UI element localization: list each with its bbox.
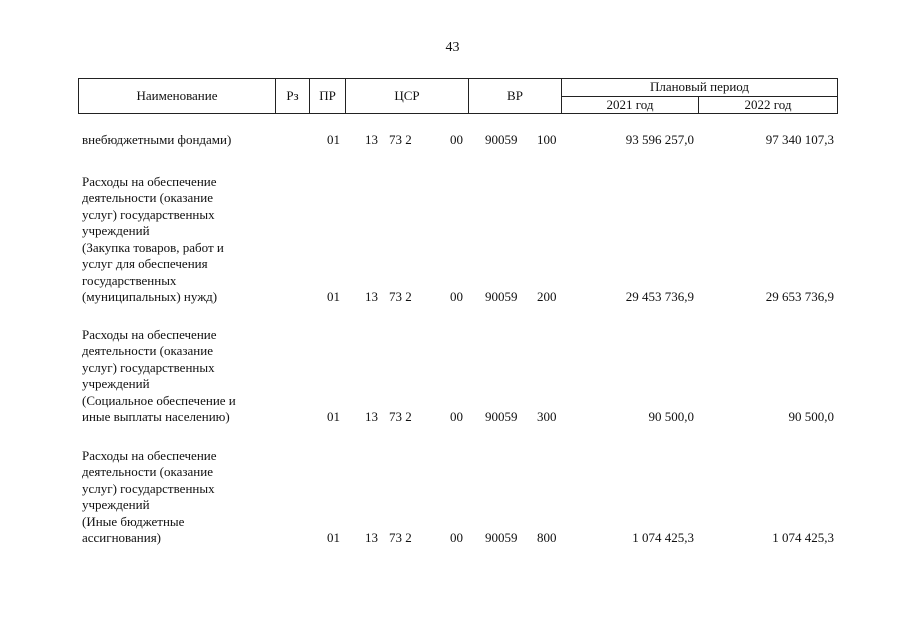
row-csr-3: 00 <box>450 409 463 424</box>
row-name-line: услуг) государственных <box>82 480 215 496</box>
row-vr: 800 <box>537 530 557 545</box>
row-csr-3: 00 <box>450 530 463 545</box>
row-name-line: внебюджетными фондами) <box>82 132 232 147</box>
row-name-line: услуг) государственных <box>82 206 215 222</box>
row-amount-1: 1 074 425,3 <box>632 530 694 545</box>
row-vr: 300 <box>537 409 557 424</box>
row-pr: 01 <box>327 289 340 304</box>
row-csr-2: 73 2 <box>389 132 412 147</box>
row-name-line: услуг) государственных <box>82 359 215 375</box>
row-amount-2: 1 074 425,3 <box>772 530 834 545</box>
row-csr-1: 13 <box>365 132 378 147</box>
row-name-line: государственных <box>82 272 177 288</box>
row-amount-1: 90 500,0 <box>648 409 694 424</box>
row-name-line: (Иные бюджетные <box>82 513 185 529</box>
row-name-line: (муниципальных) нужд) <box>82 289 218 304</box>
row-name-line: деятельности (оказание <box>82 190 213 205</box>
row-csr-4: 90059 <box>485 409 518 424</box>
row-name-line: учреждений <box>82 497 150 512</box>
row-csr-4: 90059 <box>485 530 518 545</box>
header-vr-label: ВР <box>507 88 523 103</box>
header-name-label: Наименование <box>136 88 218 103</box>
table-header <box>78 78 838 114</box>
page-number: 43 <box>445 40 460 55</box>
row-csr-2: 73 2 <box>389 289 412 304</box>
row-amount-2: 97 340 107,3 <box>765 132 834 147</box>
row-pr: 01 <box>327 409 340 424</box>
row-name-line: деятельности (оказание <box>82 464 213 479</box>
row-csr-2: 73 2 <box>389 530 412 545</box>
row-name-line: Расходы на обеспечение <box>82 326 217 342</box>
row-pr: 01 <box>327 132 340 147</box>
row-amount-2: 90 500,0 <box>788 409 834 424</box>
row-name-line: Расходы на обеспечение <box>82 447 217 463</box>
row-csr-3: 00 <box>450 132 463 147</box>
row-amount-2: 29 653 736,9 <box>765 289 834 304</box>
row-name-line: учреждений <box>82 376 150 391</box>
row-amount-1: 29 453 736,9 <box>625 289 694 304</box>
row-name-line: Расходы на обеспечение <box>82 173 217 189</box>
row-name-line: иные выплаты населению) <box>82 409 230 424</box>
row-amount-1: 93 596 257,0 <box>625 132 694 147</box>
row-csr-2: 73 2 <box>389 409 412 424</box>
row-name-line: учреждений <box>82 223 150 238</box>
row-name-line: услуг для обеспечения <box>82 256 208 271</box>
row-csr-4: 90059 <box>485 289 518 304</box>
row-name-line: (Социальное обеспечение и <box>82 392 236 408</box>
row-vr: 100 <box>537 132 557 147</box>
row-csr-3: 00 <box>450 289 463 304</box>
row-pr: 01 <box>327 530 340 545</box>
header-year1-label: 2021 год <box>606 97 654 112</box>
row-name-line: (Закупка товаров, работ и <box>82 239 224 255</box>
header-pr-label: ПР <box>319 88 336 103</box>
header-year2-label: 2022 год <box>744 97 792 112</box>
row-csr-1: 13 <box>365 289 378 304</box>
row-vr: 200 <box>537 289 557 304</box>
row-csr-1: 13 <box>365 409 378 424</box>
header-csr-label: ЦСР <box>394 88 420 103</box>
row-name-line: деятельности (оказание <box>82 343 213 358</box>
row-csr-4: 90059 <box>485 132 518 147</box>
row-csr-1: 13 <box>365 530 378 545</box>
row-name-line: ассигнования) <box>82 530 162 545</box>
header-planned-label: Плановый период <box>649 79 750 94</box>
header-rz-label: Рз <box>286 88 299 103</box>
